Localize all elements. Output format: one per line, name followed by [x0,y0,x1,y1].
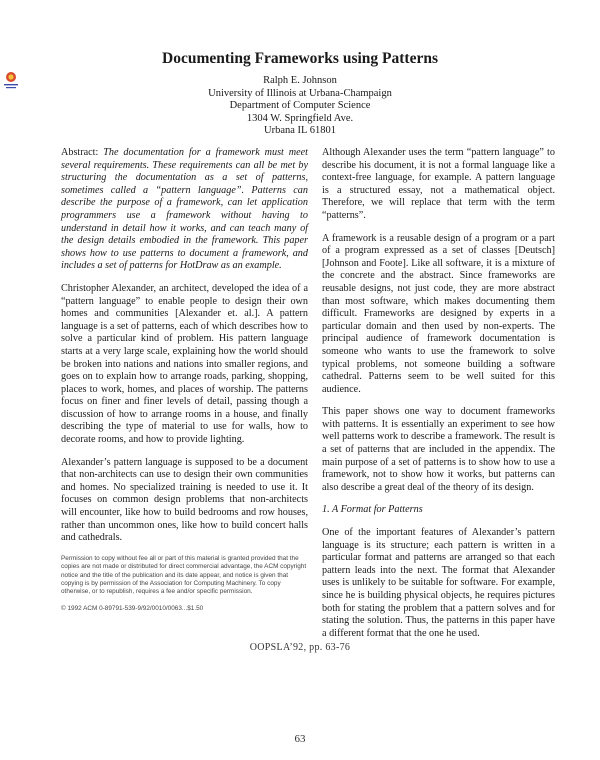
paper-title: Documenting Frameworks using Patterns [162,50,438,67]
body-paragraph: Although Alexander uses the term “pattern language” to describe his document, it is not a formal language like a context-free language, for example. A pattern language is a structured essay, not a mathematical object. Therefore, we will replace that term with the term “patterns”. [322,147,555,221]
author-city: Urbana IL 61801 [264,125,336,136]
author-department: Department of Computer Science [229,100,371,111]
permission-notice: Permission to copy without fee all or part of this material is granted provided that the copies are not made or distributed for direct commercial advantage, the ACM copyright notice and the title of the publication and its date appear, and notice is given that copying is by permission of the Association for Computing Machinery. To copy otherwise, or to republish, requires a fee and/or specific permission. [61,554,307,596]
body-paragraph: Christopher Alexander, an architect, developed the idea of a “pattern language” to enable people to design their own homes and communities [Alexander et. al.]. A pattern language is a set of patterns, each of which describes how to solve a particular kind of problem. His pattern language starts at a very large scale, explaining how the world should be broken into nations and nations into smaller regions, and goes on to explain how to arrange roads, parking, shopping, places to work, homes, and places of worship. The patterns focus on finer and finer levels of detail, passing though a discussion of how to arrange rooms in a house, and finally describing the type of material to use for walls, how to decorate rooms, and how to provide lighting. [61,282,308,446]
page-number: 63 [294,733,306,745]
abstract-text: The documentation for a framework must meet several requirements. These requirements can all be met by structuring the documentation as a set of patterns, sometimes called a “pattern language”. Patterns can describe the purpose of a framework, can let application programmers use a framework without having to understand in detail how it works, and can teach many of the design details embodied in the framework. This paper shows how to use patterns to document a framework, and includes a set of patterns for HotDraw as an example. [61,147,308,272]
author-block [0,75,600,138]
abstract-label: Abstract: [61,147,99,158]
body-paragraph: Alexander’s pattern language is supposed to be a document that non-architects can use to design their own communities and homes. No specialized training is needed to use it. It focuses on common design problems that non-architects will encounter, like how to build bedrooms and row houses, rather than uncommon ones, like how to build concert halls and cathedrals. [61,456,308,544]
copyright-notice: © 1992 ACM 0-89791-539-9/92/0010/0063...$1.50 [61,604,204,612]
right-column [322,147,555,650]
section-heading: 1. A Format for Patterns [322,504,423,516]
author-street: 1304 W. Springfield Ave. [246,112,354,124]
left-column [61,147,308,615]
abstract [61,147,308,273]
author-university: University of Illinois at Urbana-Champaign [208,87,392,99]
conference-reference: OOPSLA’92, pp. 63-76 [249,642,351,653]
body-paragraph: A framework is a reusable design of a program or a part of a program expressed as a set of classes [Deutsch][Johnson and Foote]. Like all software, it is a mixture of the concrete and the abstract. Since frameworks are reusable designs, not just code, they are more abstract than most software, which makes documenting them difficult. Frameworks are designed by experts in a particular domain and then used by non-experts. The principal audience of framework documentation is someone who wants to use the framework to solve typical problems, not someone building a software cathedral. Patterns seem to be well suited for this audience. [322,232,555,395]
body-paragraph: One of the important features of Alexander’s pattern language is its structure; each pattern is written in a particular format and patterns are arranged so that each pattern leads into the next. The format that Alexander uses is unlikely to be suitable for software. For example, since he is building physical objects, he requires pictures both for stating the problem that a pattern solves and for stating the solution. Thus, the patterns in this paper have a different format that the one he used. [322,527,555,639]
body-paragraph: This paper shows one way to document frameworks with patterns. It is essentially an experiment to see how well patterns work to describe a framework. The result is a set of patterns that are included in the appendix. The main purpose of a set of patterns is to show how to use a framework, not to show how it works, but patterns can also describe a great deal of the theory of its design. [322,406,555,493]
author-name: Ralph E. Johnson [263,75,337,86]
